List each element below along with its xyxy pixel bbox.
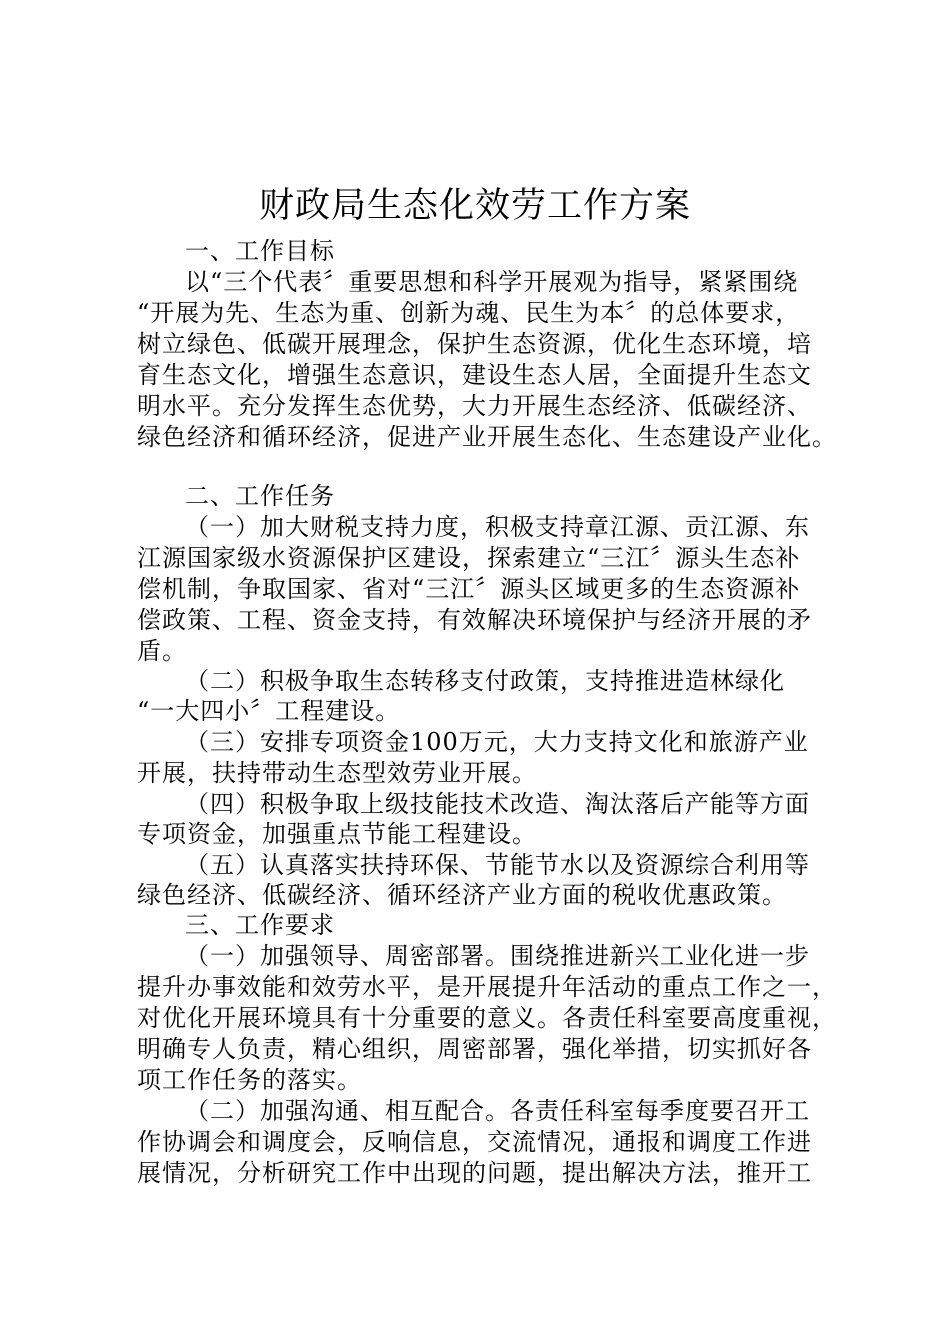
paragraph-line: 偿机制，争取国家、省对“三江〞源头区域更多的生态资源补 xyxy=(137,575,801,603)
paragraph-line: 作协调会和调度会，反响信息，交流情况，通报和调度工作进 xyxy=(137,1128,812,1156)
paragraph-line: 育生态文化，增强生态意识，建设生态人居，全面提升生态文 xyxy=(137,361,812,389)
paragraph-line: 以“三个代表〞重要思想和科学开展观为指导，紧紧围绕 xyxy=(185,268,799,296)
paragraph-line: “开展为先、生态为重、创新为魂、民生为本〞的总体要求， xyxy=(137,299,801,327)
paragraph-line: 专项资金，加强重点节能工程建设。 xyxy=(137,820,537,848)
paragraph-line: （五）认真落实扶持环保、节能节水以及资源综合利用等 xyxy=(185,851,810,879)
document-title: 财政局生态化效劳工作方案 xyxy=(258,186,691,226)
paragraph-line: 江源国家级水资源保护区建设，探索建立“三江〞源头生态补 xyxy=(137,544,801,572)
paragraph-line: （二）加强沟通、相互配合。各责任科室每季度要召开工 xyxy=(185,1097,810,1125)
paragraph-line: 明水平。充分发挥生态优势，大力开展生态经济、低碳经济、 xyxy=(137,392,812,420)
paragraph-line: （三）安排专项资金100万元，大力支持文化和旅游产业 xyxy=(185,728,809,756)
section-heading-tasks: 二、工作任务 xyxy=(185,482,335,510)
paragraph-line: 提升办事效能和效劳水平，是开展提升年活动的重点工作之一， xyxy=(137,973,837,1001)
paragraph-line: 绿色经济、低碳经济、循环经济产业方面的税收优惠政策。 xyxy=(137,881,787,909)
section-heading-requirements: 三、工作要求 xyxy=(185,911,335,939)
paragraph-line: 绿色经济和循环经济，促进产业开展生态化、生态建设产业化。 xyxy=(137,423,837,451)
paragraph-line: 对优化开展环境具有十分重要的意义。各责任科室要高度重视， xyxy=(137,1004,837,1032)
paragraph-line: 偿政策、工程、资金支持，有效解决环境保护与经济开展的矛 xyxy=(137,606,812,634)
paragraph-line: （二）积极争取生态转移支付政策，支持推进造林绿化 xyxy=(185,667,785,695)
paragraph-line: （一）加强领导、周密部署。围绕推进新兴工业化进一步 xyxy=(185,942,810,970)
paragraph-line: 开展，扶持带动生态型效劳业开展。 xyxy=(137,759,537,787)
paragraph-line: 盾。 xyxy=(137,637,187,665)
paragraph-line: 树立绿色、低碳开展理念，保护生态资源，优化生态环境，培 xyxy=(137,330,812,358)
paragraph-line: （四）积极争取上级技能技术改造、淘汰落后产能等方面 xyxy=(185,790,810,818)
paragraph-line: 明确专人负责，精心组织，周密部署，强化举措，切实抓好各 xyxy=(137,1035,812,1063)
paragraph-line: （一）加大财税支持力度，积极支持章江源、贡江源、东 xyxy=(185,513,810,541)
section-heading-goals: 一、工作目标 xyxy=(185,237,335,265)
paragraph-line: 展情况，分析研究工作中出现的问题，提出解决方法，推开工 xyxy=(137,1159,812,1187)
paragraph-line: “一大四小〞工程建设。 xyxy=(137,697,401,725)
paragraph-line: 项工作任务的落实。 xyxy=(137,1066,362,1094)
